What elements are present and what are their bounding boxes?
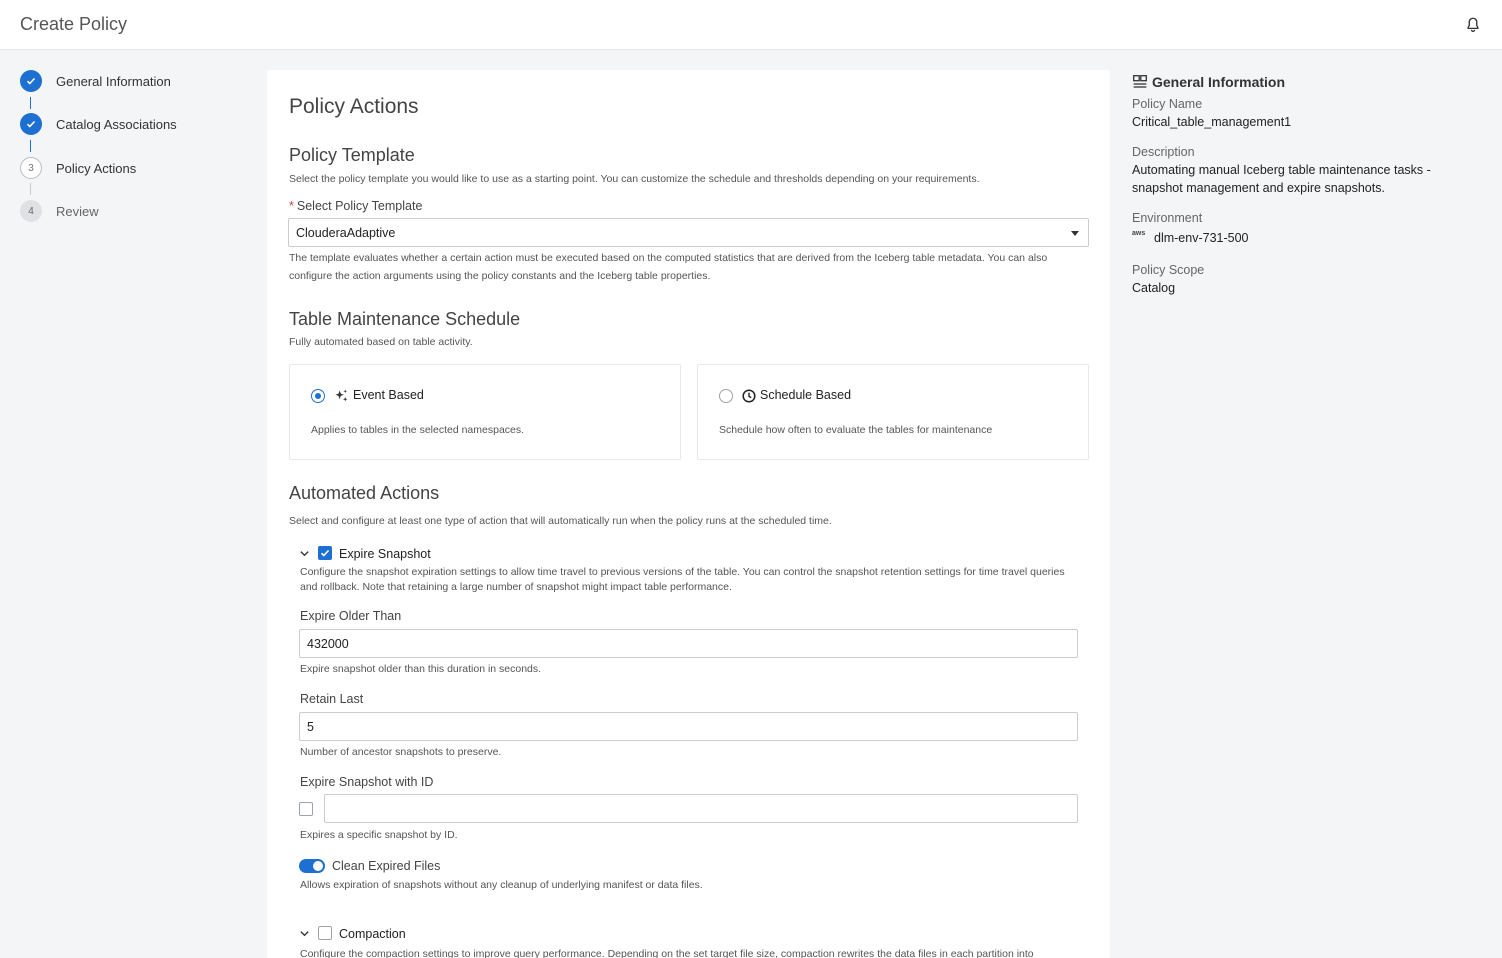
expire-snapshot-label: Expire Snapshot: [339, 547, 431, 561]
schedule-based-title: Schedule Based: [760, 388, 852, 402]
clock-icon: [742, 389, 756, 403]
event-based-option[interactable]: [289, 364, 681, 460]
schedule-based-desc: Schedule how often to evaluate the tables for maintenance: [719, 424, 993, 436]
chevron-down-icon: [1071, 231, 1079, 236]
required-marker: *: [289, 199, 294, 213]
expire-older-than-input[interactable]: [299, 629, 1078, 658]
environment-label: Environment: [1132, 211, 1203, 225]
clean-expired-files-label: Clean Expired Files: [332, 859, 441, 873]
select-template-label: [289, 199, 422, 213]
expire-snapshot-id-input[interactable]: [324, 794, 1078, 823]
event-based-radio[interactable]: [311, 389, 325, 403]
retain-last-label: Retain Last: [300, 692, 364, 706]
expire-older-than-label: Expire Older Than: [300, 609, 402, 623]
compaction-label: Compaction: [339, 927, 406, 941]
step-connector: [30, 140, 31, 152]
step-label: General Information: [56, 74, 171, 89]
step-number: 3: [20, 157, 42, 179]
sparkle-icon: [335, 389, 348, 402]
select-template-label-text: Select Policy Template: [296, 199, 423, 213]
schedule-help: Fully automated based on table activity.: [289, 336, 473, 348]
retain-last-help: Number of ancestor snapshots to preserve.: [300, 746, 502, 758]
step-label: Policy Actions: [56, 161, 137, 176]
retain-last-input[interactable]: [299, 712, 1078, 741]
environment-value: dlm-env-731-500: [1154, 231, 1249, 245]
policy-name-value: Critical_table_management1: [1132, 115, 1292, 129]
policy-name-label: Policy Name: [1132, 97, 1203, 111]
policy-scope-value: Catalog: [1132, 281, 1176, 295]
description-value: Automating manual Iceberg table maintenance tasks - snapshot management and expire snapshots.: [1132, 163, 1431, 195]
policy-template-value: ClouderaAdaptive: [296, 226, 396, 240]
chevron-down-icon[interactable]: [299, 548, 310, 559]
step-review[interactable]: [20, 200, 250, 222]
schedule-based-option[interactable]: [697, 364, 1089, 460]
check-icon: [20, 113, 42, 135]
schedule-heading: Table Maintenance Schedule: [289, 309, 521, 329]
check-icon: [319, 547, 331, 559]
policy-template-help: Select the policy template you would like to use as a starting point. You can customize the schedule and thresholds depending on your requirements.: [289, 173, 980, 185]
clean-expired-files-help: Allows expiration of snapshots without any cleanup of underlying manifest or data files.: [300, 879, 703, 891]
aws-icon: aws: [1132, 230, 1146, 237]
step-general-information[interactable]: [20, 70, 250, 92]
expire-snapshot-desc: Configure the snapshot expiration settings to allow time travel to previous versions of the table. You can control the snapshot retention settings for time travel queries and rollback. Note that retaining a large number of snapshot might impact table performance.: [300, 566, 1065, 593]
policy-scope-label: Policy Scope: [1132, 263, 1205, 277]
event-based-title: Event Based: [353, 388, 424, 402]
check-icon: [20, 70, 42, 92]
compaction-desc: Configure the compaction settings to improve query performance. Depending on the set target file size, compaction rewrites the data files in each partition into: [300, 948, 1034, 958]
automated-actions-help: Select and configure at least one type of action that will automatically run when the policy runs at the scheduled time.: [289, 515, 832, 527]
step-label: Review: [56, 204, 99, 219]
info-card-icon: [1133, 75, 1147, 88]
policy-template-note: The template evaluates whether a certain action must be executed based on the computed statistics that are derived from the Iceberg table metadata. You can also configure the action arguments using the policy constants and the Iceberg table properties.: [289, 252, 1048, 282]
policy-template-heading: Policy Template: [289, 145, 415, 165]
bell-icon[interactable]: [1464, 16, 1482, 34]
step-catalog-associations[interactable]: [20, 113, 250, 135]
step-connector: [30, 183, 31, 195]
policy-template-select[interactable]: [288, 218, 1089, 247]
event-based-desc: Applies to tables in the selected namespaces.: [311, 424, 525, 436]
policy-actions-card: [267, 70, 1110, 958]
schedule-based-radio[interactable]: [719, 389, 733, 403]
expire-snapshot-id-help: Expires a specific snapshot by ID.: [300, 829, 458, 841]
step-label: Catalog Associations: [56, 117, 177, 132]
expire-snapshot-id-label: Expire Snapshot with ID: [300, 775, 434, 789]
automated-actions-heading: Automated Actions: [289, 483, 440, 503]
clean-expired-files-toggle[interactable]: [299, 859, 325, 873]
compaction-checkbox[interactable]: [318, 926, 332, 940]
summary-heading: General Information: [1152, 74, 1286, 90]
step-policy-actions[interactable]: [20, 157, 250, 179]
expire-snapshot-id-checkbox[interactable]: [299, 802, 313, 816]
step-connector: [30, 97, 31, 109]
expire-snapshot-checkbox[interactable]: [318, 546, 332, 560]
description-label: Description: [1132, 145, 1195, 159]
step-number: 4: [20, 200, 42, 222]
top-bar: [0, 0, 1502, 50]
expire-older-than-help: Expire snapshot older than this duration in seconds.: [300, 663, 542, 675]
chevron-down-icon[interactable]: [299, 928, 310, 939]
section-title: Policy Actions: [289, 95, 419, 118]
page-title: Create Policy: [20, 14, 128, 34]
